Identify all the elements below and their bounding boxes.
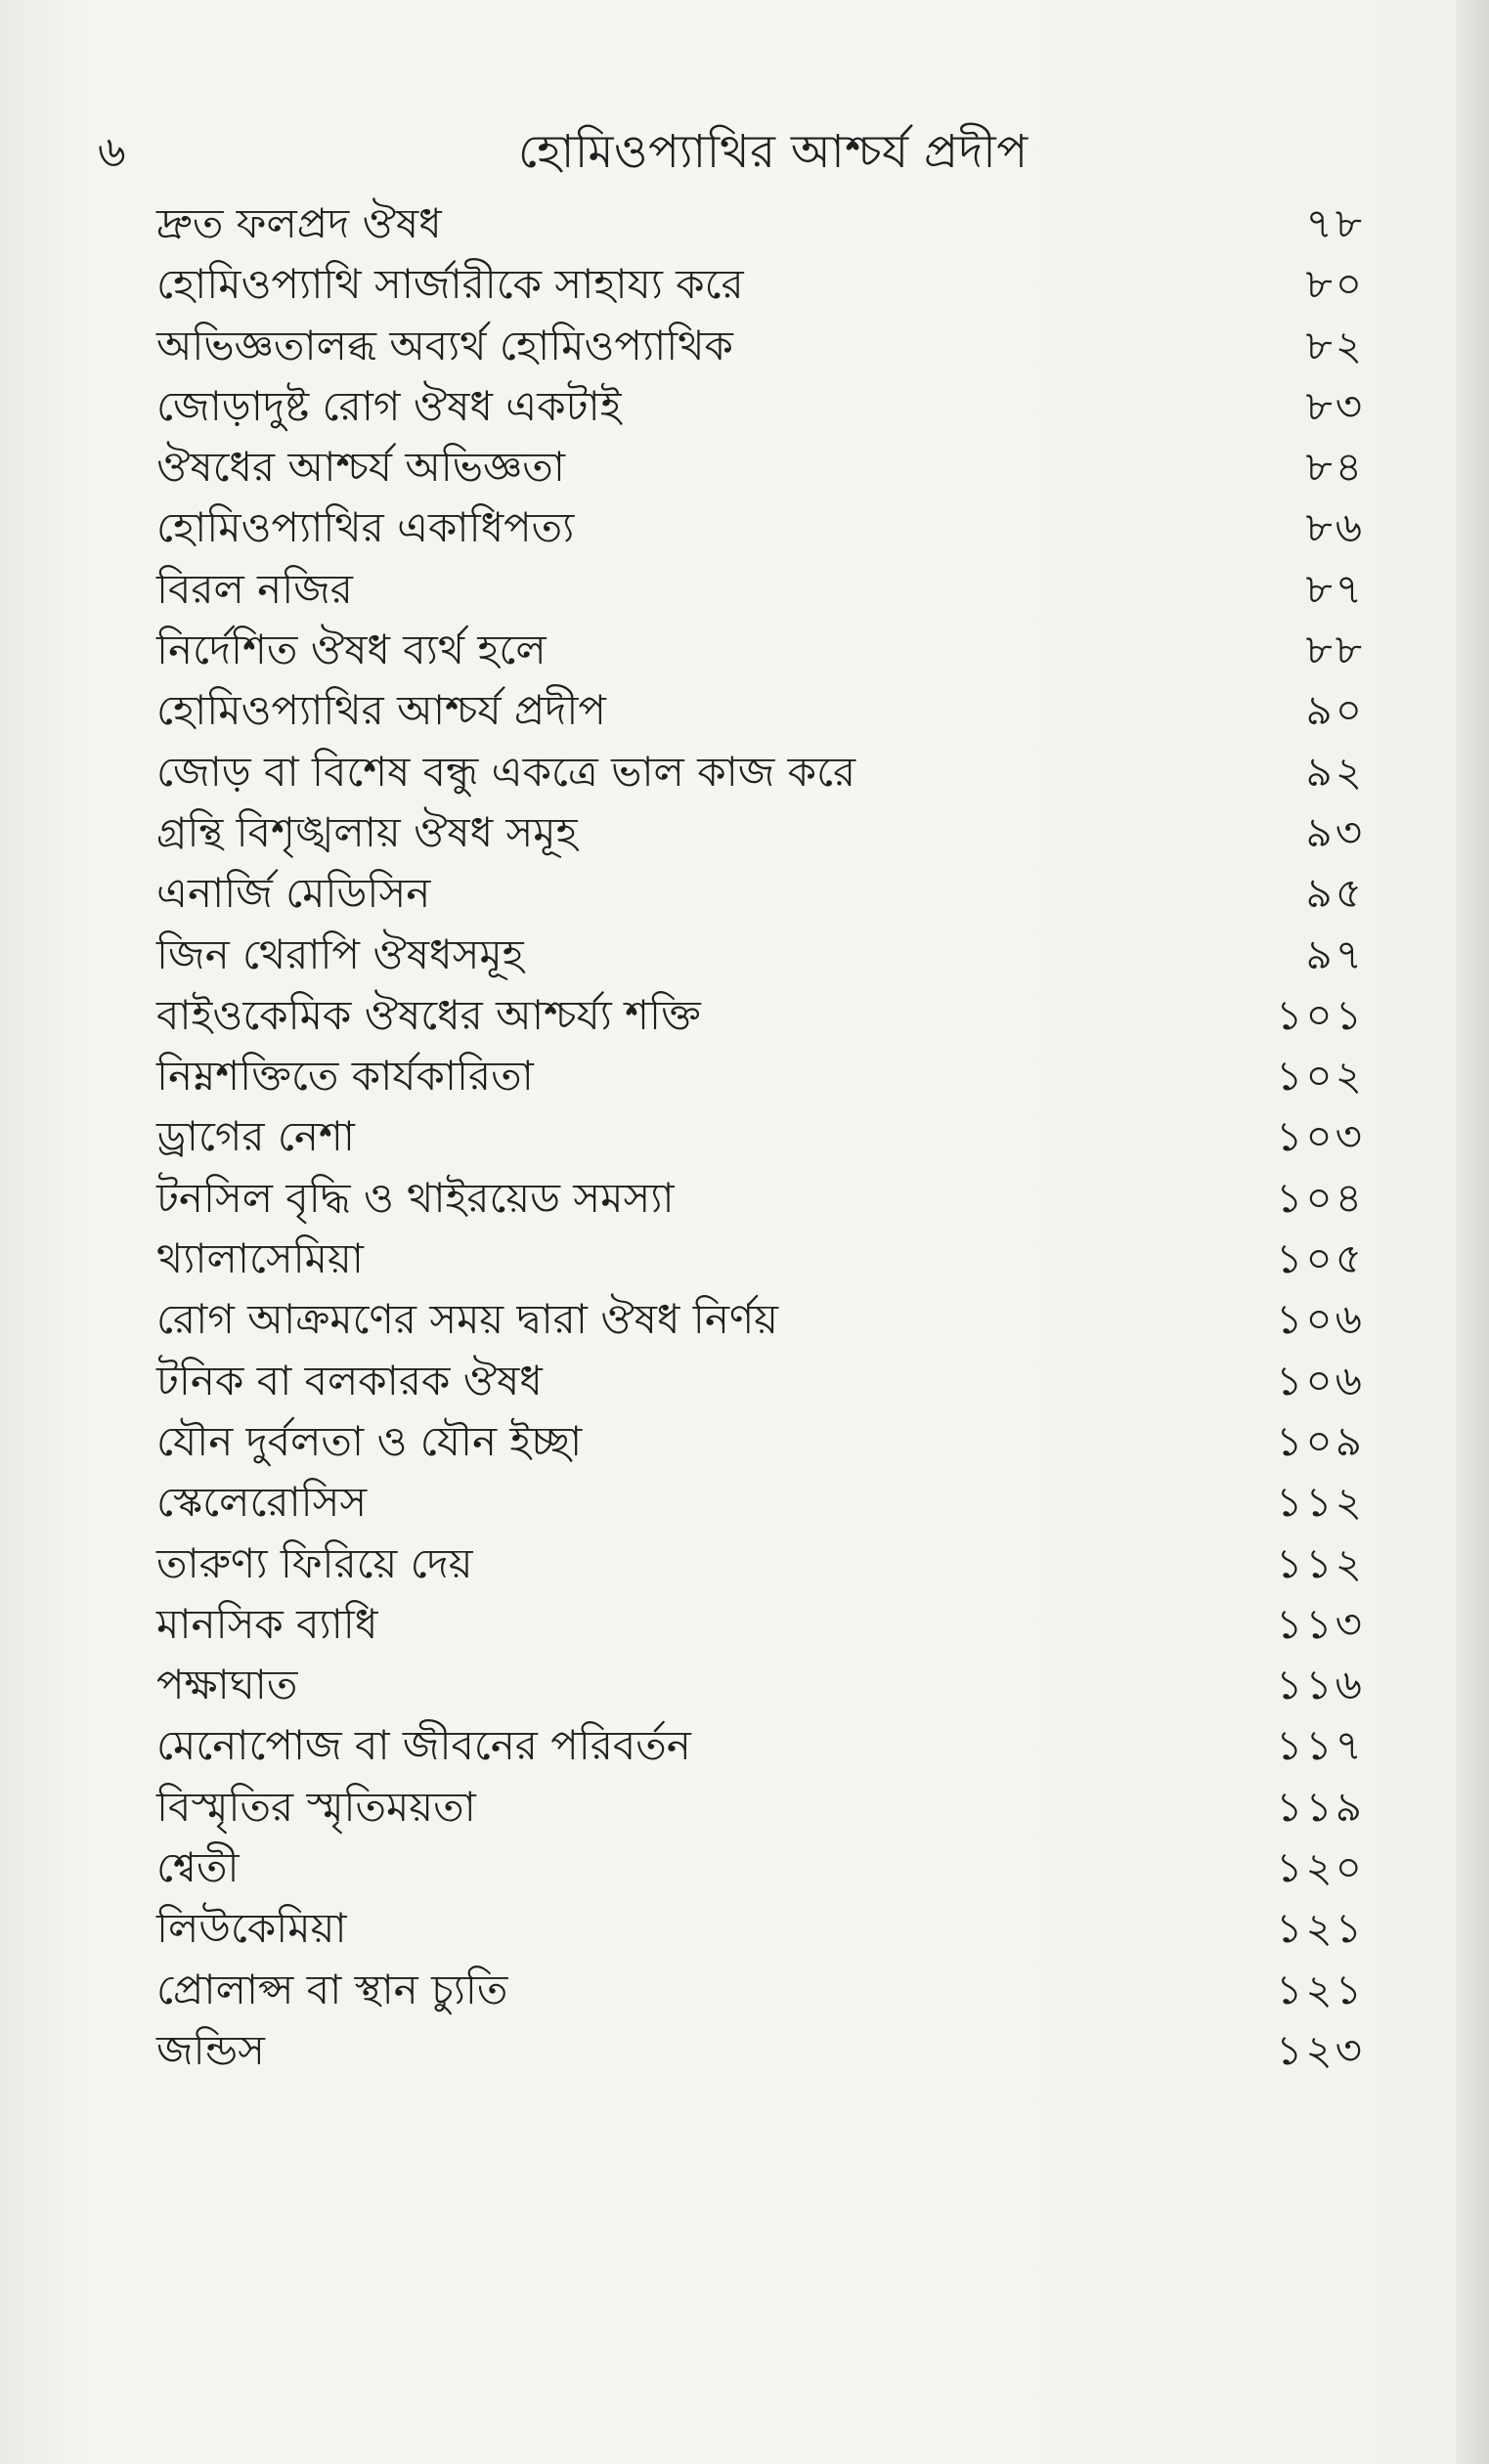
toc-entry-title: প্রোলাপ্স বা স্থান চ্যুতি [156,1965,508,2013]
toc-entry-page: ১১৯ [1276,1782,1365,1831]
toc-entry [156,1409,1365,1470]
toc-entry-page: ১০২ [1276,1052,1365,1101]
toc-entry-title: মানসিক ব্যাধি [156,1599,378,1648]
toc-entry-page: ৮৩ [1305,381,1365,430]
toc-entry-page: ১১৭ [1276,1721,1365,1770]
toc-entry-title: ড্রাগের নেশা [156,1112,355,1161]
toc-entry [156,740,1365,800]
toc-entry [156,1532,1365,1592]
toc-entry-page: ১১৬ [1276,1661,1365,1709]
toc-entry-page: ১২৩ [1276,2025,1365,2074]
toc-entry-title: পক্ষাঘাত [156,1661,298,1709]
toc-entry-title: জোড়াদুষ্ট রোগ ঔষধ একটাই [156,381,622,430]
toc-entry-page: ৮৪ [1305,443,1365,492]
toc-entry [156,1227,1365,1287]
toc-entry-title: বিরল নজির [156,564,353,613]
toc-entry-title: জন্ডিস [156,2025,265,2074]
toc-entry-page: ১০৫ [1276,1234,1365,1283]
toc-entry [156,496,1365,556]
toc-entry [156,1166,1365,1227]
toc-entry-title: নির্দেশিত ঔষধ ব্যর্থ হলে [156,626,547,674]
toc-entry-title: বাইওকেমিক ঔষধের আশ্চর্য্য শক্তি [156,990,701,1039]
toc-entry-title: তারুণ্য ফিরিয়ে দেয় [156,1538,473,1587]
toc-entry-title: বিস্মৃতির স্মৃতিময়তা [156,1782,476,1831]
toc-entry-title: যৌন দুর্বলতা ও যৌন ইচ্ছা [156,1416,583,1465]
running-title: হোমিওপ্যাথির আশ্চর্য প্রদীপ [518,125,1029,179]
page-header [98,125,1369,194]
toc-entry-page: ১০৪ [1276,1173,1365,1222]
toc-entry [156,374,1365,435]
toc-entry-page: ৯৩ [1305,807,1365,856]
toc-entry [156,1896,1365,1957]
toc-entry-title: ঔষধের আশ্চর্য অভিজ্ঞতা [156,443,565,492]
toc-entry-page: ৮২ [1305,321,1365,369]
toc-entry [156,435,1365,496]
toc-entry-title: স্কেলেরোসিস [156,1478,368,1527]
toc-entry-page: ১২১ [1276,1965,1365,2013]
toc-entry [156,983,1365,1044]
toc-entry [156,1592,1365,1653]
toc-entry-page: ৮৭ [1305,564,1365,613]
toc-entry-title: গ্রন্থি বিশৃঙ্খলায় ঔষধ সমূহ [156,807,578,856]
toc-entry-page: ১০৩ [1276,1112,1365,1161]
toc-entry [156,1044,1365,1104]
toc-entry-page: ১১২ [1276,1538,1365,1587]
toc-entry-title: নিম্নশক্তিতে কার্যকারিতা [156,1052,534,1101]
toc-entry [156,1836,1365,1896]
toc-entry [156,678,1365,739]
toc-entry [156,252,1365,313]
toc-entry-page: ১০৯ [1276,1416,1365,1465]
toc-entry-title: জিন থেরাপি ঔষধসমূহ [156,929,524,978]
toc-entry [156,557,1365,618]
toc-entry [156,314,1365,374]
page-edge-shadow [1456,0,1489,2464]
toc-entry-page: ১০৬ [1276,1356,1365,1405]
toc-entry [156,800,1365,861]
toc-entry [156,1958,1365,2018]
toc-entry-page: ৯২ [1305,747,1365,796]
toc-entry-title: হোমিওপ্যাথির আশ্চর্য প্রদীপ [156,686,606,735]
toc-entry-title: রোগ আক্রমণের সময় দ্বারা ঔষধ নির্ণয় [156,1295,779,1344]
toc-entry [156,1713,1365,1774]
toc-entry-page: ১১২ [1276,1478,1365,1527]
toc-entry [156,861,1365,922]
toc-entry-page: ৮৬ [1305,503,1365,552]
toc-entry-page: ৮০ [1305,260,1365,309]
table-of-contents [156,192,1365,2079]
toc-entry-title: টনিক বা বলকারক ঔষধ [156,1356,543,1405]
toc-entry-page: ১০৬ [1276,1295,1365,1344]
toc-entry-title: শ্বেতী [156,1843,240,1892]
toc-entry [156,1470,1365,1531]
toc-entry [156,192,1365,252]
toc-entry-page: ১০১ [1276,990,1365,1039]
toc-entry [156,618,1365,678]
toc-entry-page: ৯৫ [1305,869,1365,918]
toc-entry-title: দ্রুত ফলপ্রদ ঔষধ [156,199,442,247]
toc-entry [156,2018,1365,2079]
toc-entry-page: ১২১ [1276,1904,1365,1953]
page-number: ৬ [98,127,126,177]
toc-entry-page: ৭৮ [1305,199,1365,247]
toc-entry [156,1775,1365,1836]
toc-entry-title: জোড় বা বিশেষ বন্ধু একত্রে ভাল কাজ করে [156,747,856,796]
toc-entry [156,1349,1365,1409]
toc-entry-page: ১১৩ [1276,1599,1365,1648]
toc-entry-title: মেনোপোজ বা জীবনের পরিবর্তন [156,1721,691,1770]
toc-entry-page: ৮৮ [1305,626,1365,674]
toc-entry-title: হোমিওপ্যাথি সার্জারীকে সাহায্য করে [156,260,744,309]
toc-entry-page: ৯৭ [1305,929,1365,978]
toc-entry [156,923,1365,983]
toc-entry-title: লিউকেমিয়া [156,1904,347,1953]
toc-entry-title: টনসিল বৃদ্ধি ও থাইরয়েড সমস্যা [156,1173,675,1222]
toc-entry-title: হোমিওপ্যাথির একাধিপত্য [156,503,575,552]
toc-entry-title: অভিজ্ঞতালব্ধ অব্যর্থ হোমিওপ্যাথিক [156,321,733,369]
toc-entry-page: ৯০ [1305,686,1365,735]
toc-entry [156,1287,1365,1348]
toc-entry [156,1104,1365,1165]
toc-entry-page: ১২০ [1276,1843,1365,1892]
toc-entry [156,1653,1365,1713]
toc-entry-title: এনার্জি মেডিসিন [156,869,431,918]
toc-entry-title: থ্যালাসেমিয়া [156,1234,364,1283]
